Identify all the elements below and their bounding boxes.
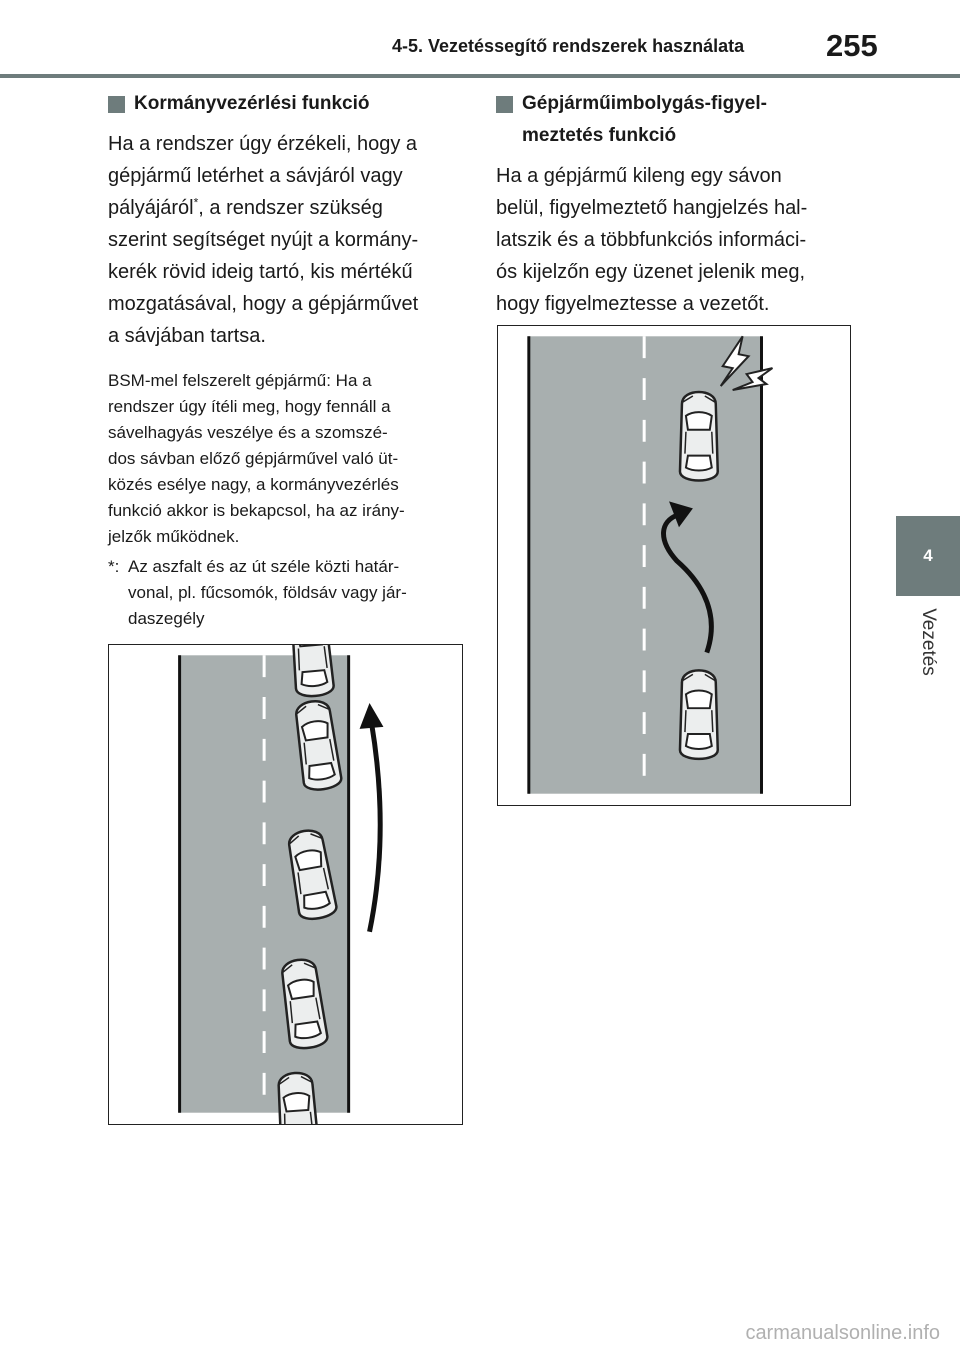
sway-warning-heading: Gépjárműimbolygás-figyel- meztetés funkció bbox=[496, 88, 856, 152]
steering-control-description: Ha a rendszer úgy érzékeli, hogy a gépjármű letérhet a sávjáról vagy pályájáról*, a rendszer szükség szerint segítséget nyújt a kormány- kerék rövid ideig tartó, kis mértékű mozgatásával, hogy a gépjárművet a sávjában tartsa. bbox=[108, 133, 419, 347]
steering-control-heading: Kormányvezérlési funkció bbox=[108, 88, 468, 120]
section-title: 4-5. Vezetéssegítő rendszerek használata bbox=[392, 36, 745, 56]
arrow-head-icon bbox=[360, 703, 384, 729]
footnote-mark: *: bbox=[108, 557, 120, 576]
lane-drift-diagram bbox=[109, 645, 462, 1124]
left-column bbox=[108, 88, 468, 632]
sway-warning-illustration bbox=[497, 325, 851, 806]
watermark: carmanualsonline.info bbox=[745, 1322, 940, 1344]
footnote: *: Az aszfalt és az út széle közti határ- vonal, pl. fűcsomók, földsáv vagy jár- daszegély bbox=[108, 554, 468, 632]
car-icon bbox=[680, 670, 718, 758]
footnote-reference: * bbox=[193, 195, 199, 210]
square-bullet-icon bbox=[496, 96, 513, 113]
car-icon bbox=[289, 645, 334, 698]
chapter-label: Vezetés bbox=[918, 608, 939, 676]
square-bullet-icon bbox=[108, 96, 125, 113]
bsm-note: BSM-mel felszerelt gépjármű: Ha a rendszer úgy ítéli meg, hogy fennáll a sávelhagyás veszélye és a szomszé- dos sávban előző gépjárművel való üt- közés esélye nagy, a kormányvezérlés funkció akkor is bekapcsol, ha az irány- jelzők működnek. bbox=[108, 371, 405, 546]
chapter-number: 4 bbox=[923, 546, 933, 565]
steering-control-illustration bbox=[108, 644, 463, 1125]
car-icon bbox=[680, 392, 718, 480]
chapter-tab[interactable] bbox=[896, 516, 960, 596]
header-rule bbox=[0, 74, 960, 78]
page-number: 255 bbox=[826, 28, 878, 63]
sway-warning-description: Ha a gépjármű kileng egy sávon belül, figyelmeztető hangjelzés hal- latszik és a többfunkciós informáci- ós kijelzőn egy üzenet jelenik meg, hogy figyelmeztesse a vezetőt. bbox=[496, 165, 808, 315]
steering-assist-arrow bbox=[370, 723, 381, 932]
right-column bbox=[496, 88, 856, 320]
vehicle-sway-diagram bbox=[498, 326, 850, 805]
